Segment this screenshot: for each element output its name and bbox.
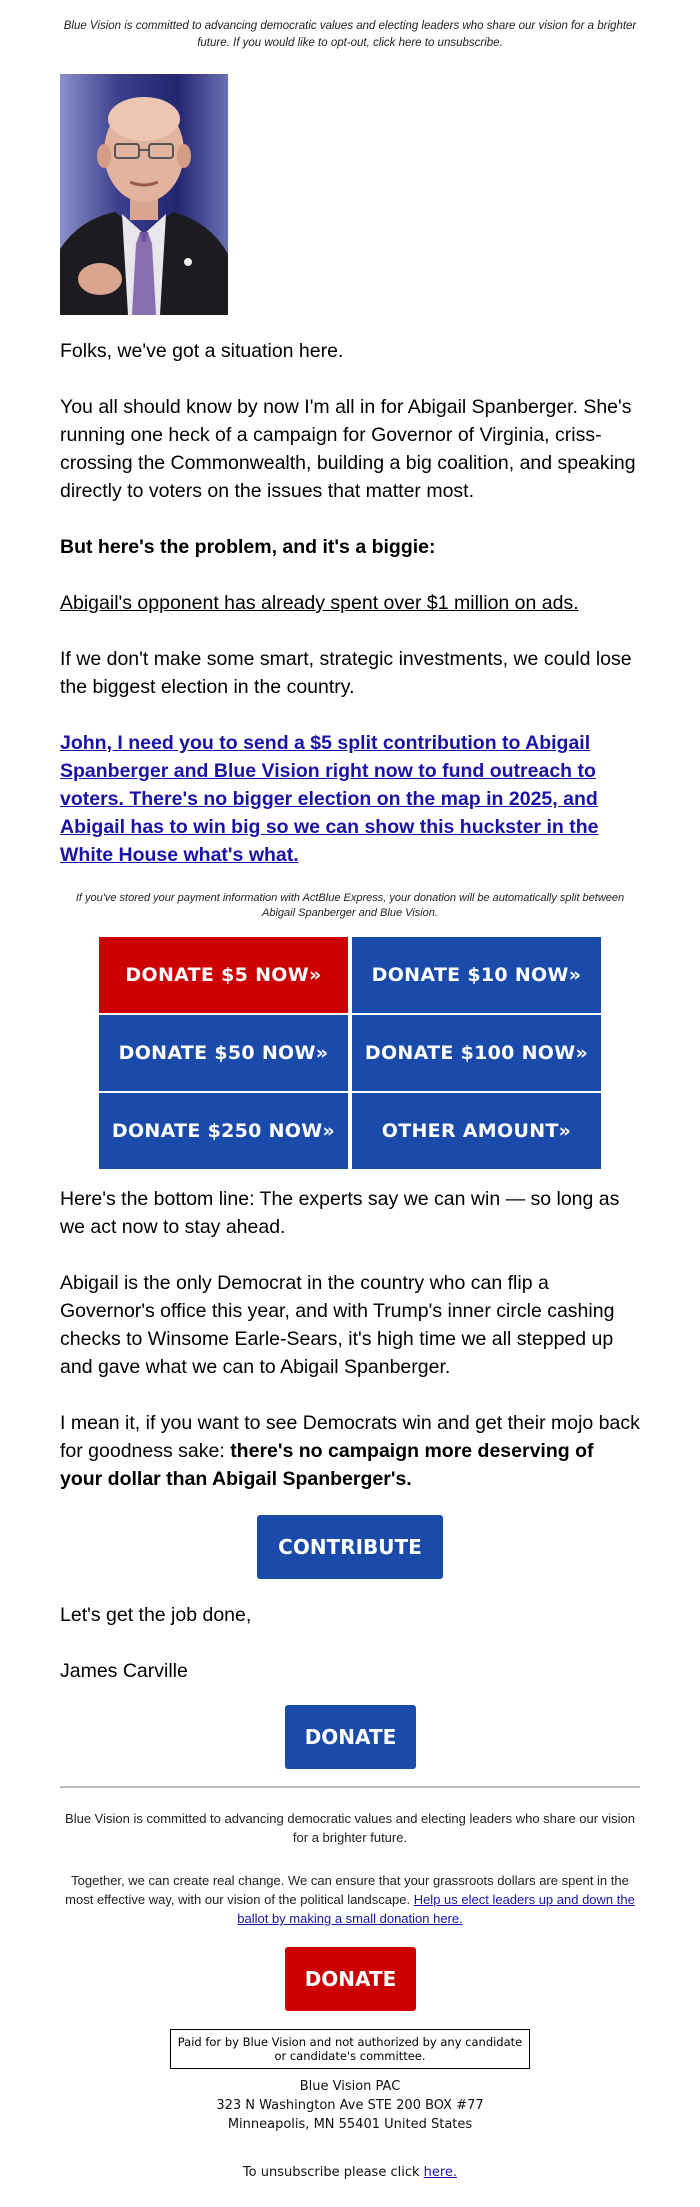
deserving-bold-text: there's no campaign more deserving of your dollar than Abigail Spanberger's. [60, 1440, 594, 1490]
paid-for-disclaimer: Paid for by Blue Vision and not authorized by any candidate or candidate's committee. [170, 2029, 530, 2069]
donation-ask-link[interactable]: John, I need you to send a $5 split contribution to Abigail Spanberger and Blue Vision right now to fund outreach to voters. There's no bigger election on the map in 2025, and Abigail has to win big so we can show this huckster in the White House what's what. [60, 732, 599, 866]
paragraph-bottom-line: Here's the bottom line: The experts say we can win — so long as we act now to stay ahead. [60, 1188, 620, 1238]
footer-mission-text: Blue Vision is committed to advancing democratic values and electing leaders who share our vision for a brighter future. [65, 1811, 635, 1845]
unsubscribe-link[interactable]: here. [423, 2165, 458, 2180]
paragraph-problem: But here's the problem, and it's a biggie: [60, 536, 436, 558]
unsubscribe-plain: To unsubscribe please click [242, 2165, 424, 2180]
deserving-plain-text: I mean it, if you want to see Democrats win and get their mojo back for goodness sake: [60, 1412, 640, 1462]
org-address-line2: Minneapolis, MN 55401 United States [227, 2117, 473, 2132]
unsubscribe-line [150, 2165, 550, 2180]
donate-amount-grid [99, 937, 601, 1169]
actblue-note: If you've stored your payment information with ActBlue Express, your donation will be automatically split between Abigail Spanberger and Blue Vision. [75, 892, 625, 919]
james-carville-photo [60, 74, 228, 315]
footer-donate-link[interactable]: Help us elect leaders up and down the ballot by making a small donation here. [237, 1892, 635, 1926]
signature-text: James Carville [60, 1660, 188, 1682]
org-name: Blue Vision PAC [299, 2079, 401, 2094]
footer-divider [60, 1786, 640, 1788]
donate-50-button[interactable]: DONATE $50 NOW» [99, 1015, 348, 1091]
footer-together-text [60, 1871, 640, 1928]
paragraph-intro: Folks, we've got a situation here. [60, 340, 344, 362]
donate-100-button[interactable]: DONATE $100 NOW» [352, 1015, 601, 1091]
org-address-line1: 323 N Washington Ave STE 200 BOX #77 [216, 2098, 484, 2113]
paragraph-strategic-investments: If we don't make some smart, strategic investments, we could lose the biggest election in the country. [60, 648, 632, 698]
person-portrait-icon [60, 74, 228, 315]
donate-other-amount-button[interactable]: OTHER AMOUNT» [352, 1093, 601, 1169]
signoff-text: Let's get the job done, [60, 1604, 252, 1626]
paragraph-deserving [60, 1409, 640, 1493]
paragraph-opponent-spending: Abigail's opponent has already spent over $1 million on ads. [60, 592, 579, 614]
preheader-text: Blue Vision is committed to advancing democratic values and electing leaders who share our vision for a brighter future. If you would like to opt-out, click here to unsubscribe. [63, 20, 637, 49]
donate-button-footer[interactable]: DONATE [285, 1947, 416, 2011]
donate-250-button[interactable]: DONATE $250 NOW» [99, 1093, 348, 1169]
paragraph-only-democrat: Abigail is the only Democrat in the country who can flip a Governor's office this year, and with Trump's inner circle cashing checks to Winsome Earle-Sears, it's high time we all stepped up and gave what we can to Abigail Spanberger. [60, 1272, 615, 1378]
donate-10-button[interactable]: DONATE $10 NOW» [352, 937, 601, 1013]
contribute-button[interactable]: CONTRIBUTE [257, 1515, 443, 1579]
paragraph-spanberger: You all should know by now I'm all in for Abigail Spanberger. She's running one heck of a campaign for Governor of Virginia, criss-crossing the Commonwealth, building a big coalition, and speaking directly to voters on the issues that matter most. [60, 396, 636, 502]
donate-button-primary[interactable]: DONATE [285, 1705, 416, 1769]
donate-5-button[interactable]: DONATE $5 NOW» [99, 937, 348, 1013]
footer-together-plain: Together, we can create real change. We can ensure that your grassroots dollars are spent in the most effective way, with our vision of the political landscape. [65, 1873, 629, 1907]
